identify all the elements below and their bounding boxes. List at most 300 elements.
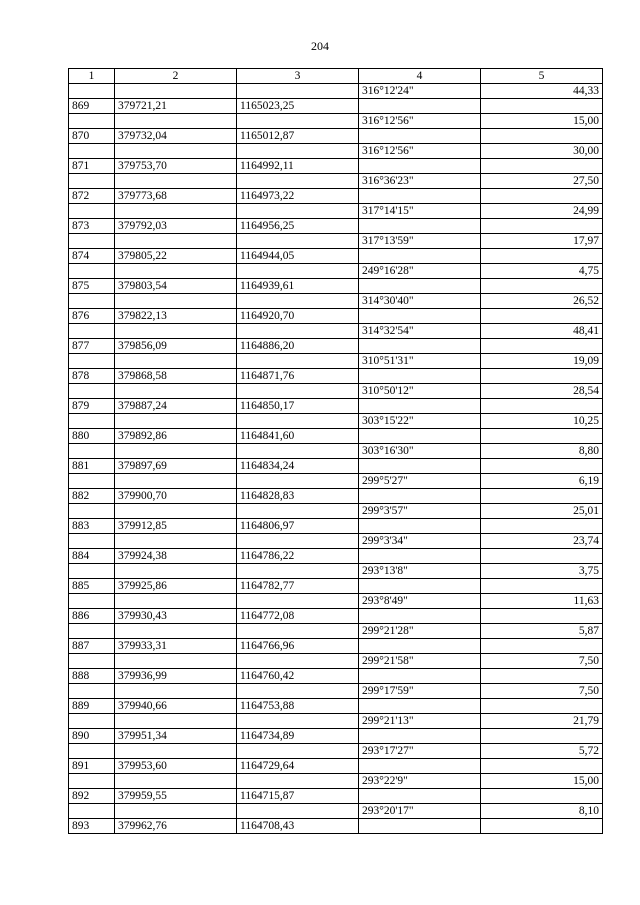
y-coordinate-cell: 1164786,22 xyxy=(237,549,359,564)
y-coordinate-cell: 1164828,83 xyxy=(237,489,359,504)
table-row xyxy=(69,99,603,114)
table-row xyxy=(69,519,603,534)
y-coordinate-cell xyxy=(237,174,359,189)
point-number-cell: 876 xyxy=(69,309,115,324)
point-number-cell: 874 xyxy=(69,249,115,264)
table-row xyxy=(69,774,603,789)
table-row xyxy=(69,729,603,744)
table-row xyxy=(69,414,603,429)
x-coordinate-cell: 379936,99 xyxy=(115,669,237,684)
y-coordinate-cell: 1164834,24 xyxy=(237,459,359,474)
distance-cell: 30,00 xyxy=(481,144,603,159)
y-coordinate-cell: 1164939,61 xyxy=(237,279,359,294)
bearing-cell xyxy=(359,729,481,744)
table-row xyxy=(69,534,603,549)
bearing-cell: 316°36'23" xyxy=(359,174,481,189)
table-row xyxy=(69,459,603,474)
distance-cell: 17,97 xyxy=(481,234,603,249)
bearing-cell: 293°13'8" xyxy=(359,564,481,579)
point-number-cell: 873 xyxy=(69,219,115,234)
y-coordinate-cell xyxy=(237,264,359,279)
x-coordinate-cell xyxy=(115,804,237,819)
distance-cell: 11,63 xyxy=(481,594,603,609)
point-number-cell xyxy=(69,504,115,519)
bearing-cell xyxy=(359,309,481,324)
table-row xyxy=(69,324,603,339)
point-number-cell xyxy=(69,714,115,729)
x-coordinate-cell xyxy=(115,204,237,219)
point-number-cell: 882 xyxy=(69,489,115,504)
distance-cell xyxy=(481,399,603,414)
x-coordinate-cell xyxy=(115,654,237,669)
bearing-cell: 317°13'59" xyxy=(359,234,481,249)
point-number-cell: 881 xyxy=(69,459,115,474)
x-coordinate-cell: 379773,68 xyxy=(115,189,237,204)
table-row xyxy=(69,234,603,249)
table-row xyxy=(69,249,603,264)
point-number-cell: 888 xyxy=(69,669,115,684)
point-number-cell xyxy=(69,654,115,669)
distance-cell: 27,50 xyxy=(481,174,603,189)
distance-cell xyxy=(481,339,603,354)
table-row xyxy=(69,564,603,579)
point-number-cell xyxy=(69,534,115,549)
table-row xyxy=(69,789,603,804)
bearing-cell: 299°3'57" xyxy=(359,504,481,519)
distance-cell: 15,00 xyxy=(481,774,603,789)
distance-cell xyxy=(481,429,603,444)
y-coordinate-cell xyxy=(237,294,359,309)
table-row xyxy=(69,309,603,324)
distance-cell: 26,52 xyxy=(481,294,603,309)
x-coordinate-cell: 379940,66 xyxy=(115,699,237,714)
distance-cell: 5,87 xyxy=(481,624,603,639)
y-coordinate-cell: 1164956,25 xyxy=(237,219,359,234)
bearing-cell: 314°32'54" xyxy=(359,324,481,339)
point-number-cell xyxy=(69,294,115,309)
distance-cell: 7,50 xyxy=(481,684,603,699)
y-coordinate-cell xyxy=(237,114,359,129)
x-coordinate-cell xyxy=(115,564,237,579)
y-coordinate-cell: 1164782,77 xyxy=(237,579,359,594)
x-coordinate-cell xyxy=(115,474,237,489)
y-coordinate-cell: 1164992,11 xyxy=(237,159,359,174)
y-coordinate-cell: 1164708,43 xyxy=(237,819,359,834)
y-coordinate-cell xyxy=(237,624,359,639)
bearing-cell: 299°21'13" xyxy=(359,714,481,729)
x-coordinate-cell xyxy=(115,264,237,279)
distance-cell xyxy=(481,459,603,474)
y-coordinate-cell xyxy=(237,594,359,609)
x-coordinate-cell xyxy=(115,294,237,309)
table-row xyxy=(69,174,603,189)
point-number-cell xyxy=(69,744,115,759)
table-row xyxy=(69,114,603,129)
point-number-cell: 883 xyxy=(69,519,115,534)
y-coordinate-cell xyxy=(237,804,359,819)
point-number-cell xyxy=(69,474,115,489)
x-coordinate-cell xyxy=(115,594,237,609)
point-number-cell: 889 xyxy=(69,699,115,714)
bearing-cell xyxy=(359,459,481,474)
y-coordinate-cell xyxy=(237,534,359,549)
point-number-cell: 880 xyxy=(69,429,115,444)
point-number-cell xyxy=(69,204,115,219)
distance-cell xyxy=(481,219,603,234)
bearing-cell: 299°17'59" xyxy=(359,684,481,699)
bearing-cell: 293°8'49" xyxy=(359,594,481,609)
table-row xyxy=(69,144,603,159)
table-body xyxy=(69,84,603,834)
bearing-cell xyxy=(359,819,481,834)
x-coordinate-cell: 379951,34 xyxy=(115,729,237,744)
distance-cell xyxy=(481,129,603,144)
x-coordinate-cell: 379892,86 xyxy=(115,429,237,444)
distance-cell: 24,99 xyxy=(481,204,603,219)
distance-cell: 44,33 xyxy=(481,84,603,99)
point-number-cell xyxy=(69,414,115,429)
table-row xyxy=(69,504,603,519)
table-row xyxy=(69,549,603,564)
column-header-1: 1 xyxy=(69,69,115,84)
x-coordinate-cell xyxy=(115,384,237,399)
bearing-cell: 317°14'15" xyxy=(359,204,481,219)
x-coordinate-cell xyxy=(115,504,237,519)
point-number-cell: 887 xyxy=(69,639,115,654)
x-coordinate-cell: 379924,38 xyxy=(115,549,237,564)
point-number-cell xyxy=(69,84,115,99)
point-number-cell xyxy=(69,234,115,249)
distance-cell xyxy=(481,159,603,174)
bearing-cell: 310°50'12" xyxy=(359,384,481,399)
y-coordinate-cell: 1164920,70 xyxy=(237,309,359,324)
distance-cell xyxy=(481,249,603,264)
point-number-cell: 890 xyxy=(69,729,115,744)
point-number-cell xyxy=(69,264,115,279)
bearing-cell xyxy=(359,579,481,594)
table-row xyxy=(69,714,603,729)
bearing-cell xyxy=(359,639,481,654)
point-number-cell xyxy=(69,804,115,819)
distance-cell xyxy=(481,489,603,504)
y-coordinate-cell xyxy=(237,234,359,249)
y-coordinate-cell xyxy=(237,744,359,759)
x-coordinate-cell xyxy=(115,414,237,429)
table-row xyxy=(69,594,603,609)
bearing-cell xyxy=(359,399,481,414)
point-number-cell: 875 xyxy=(69,279,115,294)
y-coordinate-cell: 1164729,64 xyxy=(237,759,359,774)
point-number-cell: 878 xyxy=(69,369,115,384)
y-coordinate-cell: 1164766,96 xyxy=(237,639,359,654)
distance-cell: 25,01 xyxy=(481,504,603,519)
bearing-cell xyxy=(359,789,481,804)
y-coordinate-cell: 1165023,25 xyxy=(237,99,359,114)
x-coordinate-cell xyxy=(115,684,237,699)
x-coordinate-cell xyxy=(115,714,237,729)
point-number-cell xyxy=(69,174,115,189)
bearing-cell: 316°12'56" xyxy=(359,114,481,129)
bearing-cell: 316°12'24" xyxy=(359,84,481,99)
bearing-cell: 303°16'30" xyxy=(359,444,481,459)
bearing-cell: 310°51'31" xyxy=(359,354,481,369)
x-coordinate-cell: 379933,31 xyxy=(115,639,237,654)
bearing-cell: 314°30'40" xyxy=(359,294,481,309)
bearing-cell xyxy=(359,219,481,234)
point-number-cell: 871 xyxy=(69,159,115,174)
bearing-cell xyxy=(359,99,481,114)
distance-cell: 7,50 xyxy=(481,654,603,669)
x-coordinate-cell xyxy=(115,624,237,639)
y-coordinate-cell: 1164973,22 xyxy=(237,189,359,204)
distance-cell xyxy=(481,279,603,294)
y-coordinate-cell: 1165012,87 xyxy=(237,129,359,144)
table-row xyxy=(69,819,603,834)
distance-cell xyxy=(481,189,603,204)
y-coordinate-cell: 1164841,60 xyxy=(237,429,359,444)
bearing-cell: 303°15'22" xyxy=(359,414,481,429)
x-coordinate-cell xyxy=(115,444,237,459)
point-number-cell: 872 xyxy=(69,189,115,204)
point-number-cell xyxy=(69,444,115,459)
y-coordinate-cell: 1164753,88 xyxy=(237,699,359,714)
distance-cell xyxy=(481,669,603,684)
x-coordinate-cell: 379925,86 xyxy=(115,579,237,594)
distance-cell xyxy=(481,519,603,534)
bearing-cell xyxy=(359,249,481,264)
point-number-cell xyxy=(69,774,115,789)
x-coordinate-cell: 379792,03 xyxy=(115,219,237,234)
y-coordinate-cell xyxy=(237,144,359,159)
x-coordinate-cell xyxy=(115,234,237,249)
table-row xyxy=(69,339,603,354)
distance-cell xyxy=(481,729,603,744)
distance-cell xyxy=(481,699,603,714)
x-coordinate-cell: 379962,76 xyxy=(115,819,237,834)
point-number-cell xyxy=(69,684,115,699)
bearing-cell xyxy=(359,669,481,684)
table-row xyxy=(69,84,603,99)
y-coordinate-cell xyxy=(237,84,359,99)
y-coordinate-cell: 1164760,42 xyxy=(237,669,359,684)
y-coordinate-cell xyxy=(237,444,359,459)
bearing-cell xyxy=(359,549,481,564)
y-coordinate-cell xyxy=(237,204,359,219)
bearing-cell xyxy=(359,129,481,144)
y-coordinate-cell xyxy=(237,414,359,429)
distance-cell: 21,79 xyxy=(481,714,603,729)
table-row xyxy=(69,399,603,414)
point-number-cell: 885 xyxy=(69,579,115,594)
y-coordinate-cell xyxy=(237,384,359,399)
table-row xyxy=(69,384,603,399)
bearing-cell: 299°21'28" xyxy=(359,624,481,639)
y-coordinate-cell xyxy=(237,504,359,519)
point-number-cell: 884 xyxy=(69,549,115,564)
bearing-cell: 299°3'34" xyxy=(359,534,481,549)
x-coordinate-cell xyxy=(115,354,237,369)
x-coordinate-cell xyxy=(115,174,237,189)
x-coordinate-cell: 379897,69 xyxy=(115,459,237,474)
x-coordinate-cell xyxy=(115,774,237,789)
distance-cell: 8,80 xyxy=(481,444,603,459)
table-row xyxy=(69,219,603,234)
distance-cell xyxy=(481,639,603,654)
bearing-cell xyxy=(359,519,481,534)
table-row xyxy=(69,684,603,699)
point-number-cell: 886 xyxy=(69,609,115,624)
column-header-2: 2 xyxy=(115,69,237,84)
table-row xyxy=(69,639,603,654)
y-coordinate-cell: 1164772,08 xyxy=(237,609,359,624)
y-coordinate-cell: 1164734,89 xyxy=(237,729,359,744)
distance-cell xyxy=(481,819,603,834)
point-number-cell: 870 xyxy=(69,129,115,144)
point-number-cell: 869 xyxy=(69,99,115,114)
distance-cell xyxy=(481,309,603,324)
x-coordinate-cell: 379805,22 xyxy=(115,249,237,264)
y-coordinate-cell xyxy=(237,354,359,369)
x-coordinate-cell: 379912,85 xyxy=(115,519,237,534)
point-number-cell xyxy=(69,594,115,609)
distance-cell: 4,75 xyxy=(481,264,603,279)
point-number-cell xyxy=(69,324,115,339)
table-row xyxy=(69,489,603,504)
table-row xyxy=(69,759,603,774)
table-row xyxy=(69,669,603,684)
x-coordinate-cell xyxy=(115,144,237,159)
table-row xyxy=(69,264,603,279)
bearing-cell: 293°22'9" xyxy=(359,774,481,789)
table-row xyxy=(69,579,603,594)
distance-cell: 3,75 xyxy=(481,564,603,579)
distance-cell: 10,25 xyxy=(481,414,603,429)
point-number-cell xyxy=(69,354,115,369)
distance-cell: 5,72 xyxy=(481,744,603,759)
bearing-cell xyxy=(359,489,481,504)
table-row xyxy=(69,354,603,369)
x-coordinate-cell xyxy=(115,534,237,549)
y-coordinate-cell xyxy=(237,324,359,339)
y-coordinate-cell xyxy=(237,654,359,669)
table-row xyxy=(69,159,603,174)
table-row xyxy=(69,624,603,639)
bearing-cell xyxy=(359,699,481,714)
table-row xyxy=(69,369,603,384)
y-coordinate-cell xyxy=(237,684,359,699)
point-number-cell xyxy=(69,144,115,159)
distance-cell: 8,10 xyxy=(481,804,603,819)
x-coordinate-cell xyxy=(115,114,237,129)
point-number-cell xyxy=(69,624,115,639)
y-coordinate-cell: 1164944,05 xyxy=(237,249,359,264)
x-coordinate-cell: 379887,24 xyxy=(115,399,237,414)
point-number-cell xyxy=(69,564,115,579)
distance-cell xyxy=(481,579,603,594)
bearing-cell: 316°12'56" xyxy=(359,144,481,159)
y-coordinate-cell: 1164806,97 xyxy=(237,519,359,534)
y-coordinate-cell: 1164715,87 xyxy=(237,789,359,804)
distance-cell xyxy=(481,549,603,564)
bearing-cell xyxy=(359,279,481,294)
x-coordinate-cell: 379953,60 xyxy=(115,759,237,774)
point-number-cell: 893 xyxy=(69,819,115,834)
bearing-cell: 293°17'27" xyxy=(359,744,481,759)
distance-cell: 23,74 xyxy=(481,534,603,549)
column-header-4: 4 xyxy=(359,69,481,84)
bearing-cell: 293°20'17" xyxy=(359,804,481,819)
column-header-5: 5 xyxy=(481,69,603,84)
x-coordinate-cell: 379822,13 xyxy=(115,309,237,324)
table-row xyxy=(69,294,603,309)
distance-cell: 15,00 xyxy=(481,114,603,129)
distance-cell xyxy=(481,609,603,624)
y-coordinate-cell xyxy=(237,474,359,489)
table-row xyxy=(69,609,603,624)
bearing-cell: 249°16'28" xyxy=(359,264,481,279)
y-coordinate-cell xyxy=(237,774,359,789)
distance-cell xyxy=(481,369,603,384)
coordinates-table xyxy=(68,68,603,834)
bearing-cell xyxy=(359,759,481,774)
table-row xyxy=(69,189,603,204)
column-header-3: 3 xyxy=(237,69,359,84)
point-number-cell: 892 xyxy=(69,789,115,804)
point-number-cell: 877 xyxy=(69,339,115,354)
point-number-cell: 891 xyxy=(69,759,115,774)
x-coordinate-cell xyxy=(115,324,237,339)
page-number: 204 xyxy=(311,39,329,53)
x-coordinate-cell: 379900,70 xyxy=(115,489,237,504)
table-row xyxy=(69,804,603,819)
x-coordinate-cell: 379803,54 xyxy=(115,279,237,294)
bearing-cell xyxy=(359,159,481,174)
point-number-cell xyxy=(69,114,115,129)
x-coordinate-cell xyxy=(115,744,237,759)
bearing-cell xyxy=(359,429,481,444)
point-number-cell xyxy=(69,384,115,399)
table-row xyxy=(69,654,603,669)
bearing-cell: 299°5'27" xyxy=(359,474,481,489)
table-row xyxy=(69,279,603,294)
distance-cell: 48,41 xyxy=(481,324,603,339)
table-row xyxy=(69,429,603,444)
bearing-cell xyxy=(359,189,481,204)
x-coordinate-cell: 379753,70 xyxy=(115,159,237,174)
point-number-cell: 879 xyxy=(69,399,115,414)
bearing-cell xyxy=(359,339,481,354)
table-row xyxy=(69,444,603,459)
table-row xyxy=(69,129,603,144)
x-coordinate-cell xyxy=(115,84,237,99)
y-coordinate-cell: 1164886,20 xyxy=(237,339,359,354)
table-row xyxy=(69,474,603,489)
distance-cell xyxy=(481,789,603,804)
x-coordinate-cell: 379721,21 xyxy=(115,99,237,114)
bearing-cell: 299°21'58" xyxy=(359,654,481,669)
table-row xyxy=(69,744,603,759)
y-coordinate-cell: 1164850,17 xyxy=(237,399,359,414)
y-coordinate-cell xyxy=(237,714,359,729)
table-row xyxy=(69,699,603,714)
bearing-cell xyxy=(359,369,481,384)
x-coordinate-cell: 379959,55 xyxy=(115,789,237,804)
x-coordinate-cell: 379856,09 xyxy=(115,339,237,354)
x-coordinate-cell: 379732,04 xyxy=(115,129,237,144)
distance-cell xyxy=(481,99,603,114)
distance-cell xyxy=(481,759,603,774)
x-coordinate-cell: 379930,43 xyxy=(115,609,237,624)
